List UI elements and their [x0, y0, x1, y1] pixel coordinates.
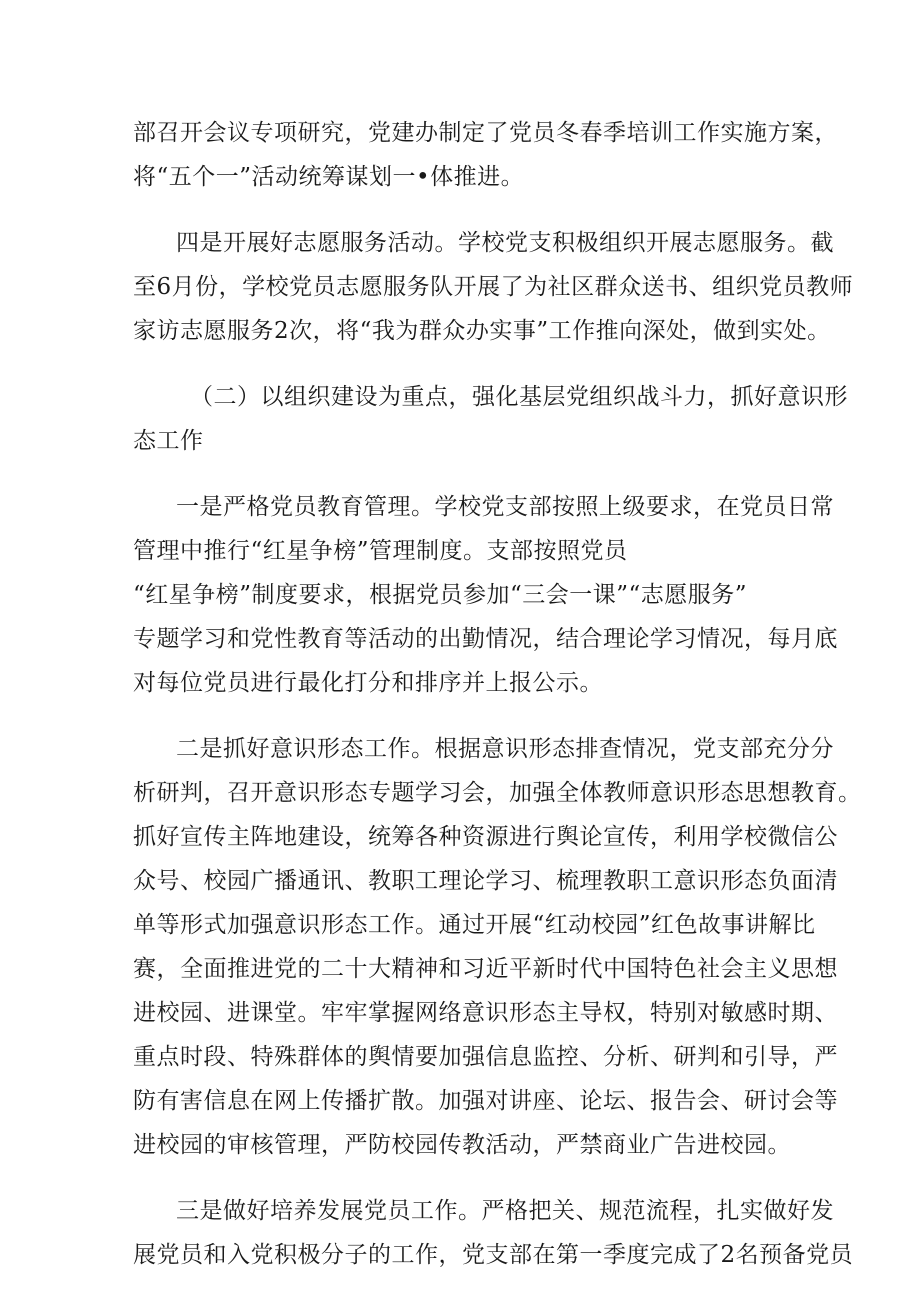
- text-line-11: 专题学习和党性教育等活动的出勤情况，结合理论学习情况，每月底: [133, 626, 838, 652]
- section-heading-line-1: （二）以组织建设为重点，强化基层党组织战斗力，抓好意识形: [190, 384, 848, 410]
- text-line-8: 一是严格党员教育管理。学校党支部按照上级要求，在党员日常: [176, 494, 834, 520]
- text-line-4: 至6月份，学校党员志愿服务队开展了为社区群众送书、组织党员教师: [133, 274, 854, 300]
- text-line-22: 进校园的审核管理，严防校园传教活动，严禁商业广告进校园。: [133, 1132, 791, 1158]
- text-line-24: 展党员和入党积极分子的工作，党支部在第一季度完成了2名预备党员: [133, 1242, 854, 1268]
- text-line-9: 管理中推行“红星争榜”管理制度。支部按照党员: [133, 538, 628, 564]
- text-line-3: 四是开展好志愿服务活动。学校党支积极组织开展志愿服务。截: [176, 230, 834, 256]
- text-line-5: 家访志愿服务2次，将“我为群众办实事”工作推向深处，做到实处。: [133, 318, 831, 344]
- text-line-16: 众号、校园广播通讯、教职工理论学习、梳理教职工意识形态负面清: [133, 868, 838, 894]
- text-line-21: 防有害信息在网上传播扩散。加强对讲座、论坛、报告会、研讨会等: [133, 1088, 838, 1114]
- text-line-19: 进校园、进课堂。牢牢掌握网络意识形态主导权，特别对敏感时期、: [133, 1000, 838, 1026]
- section-heading-line-2: 态工作: [133, 428, 204, 454]
- text-line-2: 将“五个一”活动统筹谋划一•体推进。: [133, 164, 525, 190]
- text-line-10: “红星争榜”制度要求，根据党员参加“三会一课”“志愿服务”: [133, 582, 748, 608]
- text-line-14: 析研判，召开意识形态专题学习会，加强全体教师意识形态思想教育。: [133, 780, 862, 806]
- text-line-17: 单等形式加强意识形态工作。通过开展“红动校园”红色故事讲解比: [133, 912, 816, 938]
- text-line-12: 对每位党员进行最化打分和排序并上报公示。: [133, 670, 603, 696]
- text-line-15: 抓好宣传主阵地建设，统筹各种资源进行舆论宣传，利用学校微信公: [133, 824, 838, 850]
- text-line-23: 三是做好培养发展党员工作。严格把关、规范流程，扎实做好发: [176, 1198, 834, 1224]
- text-line-20: 重点时段、特殊群体的舆情要加强信息监控、分析、研判和引导，严: [133, 1044, 838, 1070]
- text-line-18: 赛，全面推进党的二十大精神和习近平新时代中国特色社会主义思想: [133, 956, 838, 982]
- text-line-13: 二是抓好意识形态工作。根据意识形态排查情况，党支部充分分: [176, 736, 834, 762]
- text-line-1: 部召开会议专项研究，党建办制定了党员冬春季培训工作实施方案，: [133, 120, 838, 146]
